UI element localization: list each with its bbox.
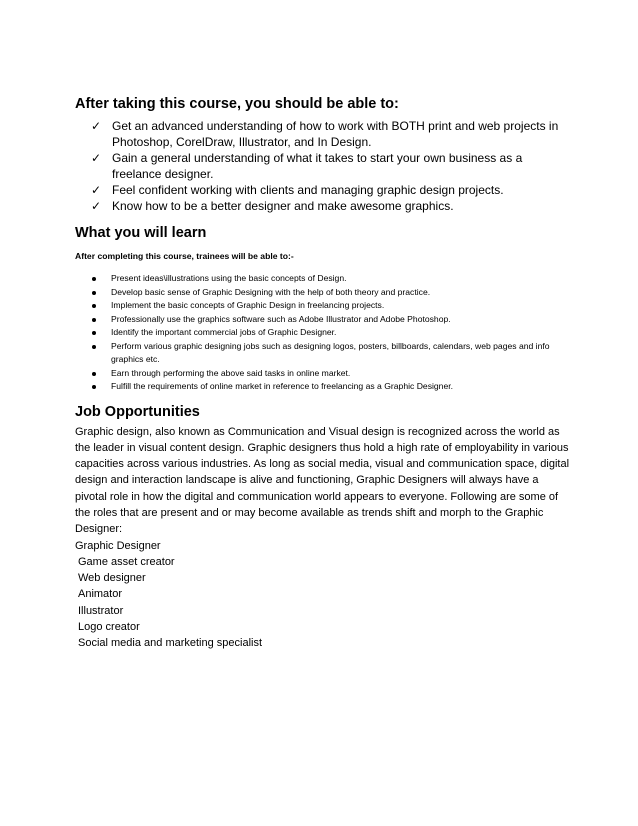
outcome-text: Gain a general understanding of what it takes to start your own business as a freelance designer.	[112, 151, 523, 181]
learn-item	[92, 313, 570, 327]
document-content	[75, 94, 570, 652]
learn-item	[92, 340, 570, 367]
outcome-text: Feel confident working with clients and managing graphic design projects.	[112, 183, 504, 197]
bullet-icon	[92, 277, 96, 281]
role-item: Logo creator	[78, 621, 140, 634]
learn-item-text: Develop basic sense of Graphic Designing with the help of both theory and practice.	[111, 286, 431, 297]
checkmark-icon: ✓	[91, 199, 102, 213]
learn-item-text: Perform various graphic designing jobs such as designing logos, posters, billboards, calendars, web pages and info graphics etc.	[111, 340, 550, 364]
learn-list	[75, 272, 570, 394]
bullet-icon	[92, 318, 96, 322]
designer-label: Designer:	[75, 523, 123, 536]
learn-item	[92, 272, 570, 286]
role-item: Graphic Designer	[75, 539, 161, 552]
outcome-item	[91, 198, 570, 214]
bullet-icon	[92, 345, 96, 349]
checkmark-icon: ✓	[91, 151, 102, 165]
outcome-item	[91, 182, 570, 198]
learn-item-text: Identify the important commercial jobs of Graphic Designer.	[111, 327, 337, 337]
learn-intro: After completing this course, trainees will be able to:-	[75, 251, 294, 261]
learn-item-text: Fulfill the requirements of online market in reference to freelancing as a Graphic Designer.	[111, 381, 454, 391]
checkmark-icon: ✓	[91, 119, 102, 133]
learn-item	[92, 326, 570, 340]
bullet-icon	[92, 291, 96, 295]
outcomes-heading: After taking this course, you should be able to:	[75, 96, 399, 112]
bullet-icon	[92, 331, 96, 335]
role-item: Game asset creator	[78, 555, 175, 568]
outcome-text: Get an advanced understanding of how to work with BOTH print and web projects in Photoshop, CorelDraw, Illustrator, and In Design.	[112, 119, 559, 149]
roles-list	[75, 521, 570, 651]
learn-item	[92, 367, 570, 381]
bullet-icon	[92, 372, 96, 376]
learn-item	[92, 286, 570, 300]
learn-item-text: Professionally use the graphics software such as Adobe Illustrator and Adobe Photoshop.	[111, 313, 451, 324]
learn-item-text: Earn through performing the above said tasks in online market.	[111, 367, 351, 378]
jobs-paragraph: Graphic design, also known as Communication and Visual design is recognized across the world as the leader in visual content design. Graphic designers thus hold a high rate of employability in various capacities across various industries. As long as social media, visual and communication space, digital design and interaction landscape is alive and functioning, Graphic Designers will always have a pivotal role in how the digital and communication world appears to everyone. Following are some of the roles that are present and or may become available as trends shift and morph to the Graphic	[75, 425, 570, 519]
role-item: Social media and marketing specialist	[78, 637, 263, 650]
learn-item	[92, 380, 570, 394]
learn-heading: What you will learn	[75, 225, 207, 241]
jobs-heading: Job Opportunities	[75, 403, 200, 420]
outcome-text: Know how to be a better designer and make awesome graphics.	[112, 199, 454, 213]
role-item: Illustrator	[78, 604, 124, 617]
role-item: Web designer	[78, 572, 146, 585]
outcome-item	[91, 118, 570, 150]
outcome-item	[91, 150, 570, 182]
bullet-icon	[92, 304, 96, 308]
outcomes-list	[75, 118, 570, 214]
role-item: Animator	[78, 588, 123, 601]
learn-item	[92, 299, 570, 313]
checkmark-icon: ✓	[91, 183, 102, 197]
learn-item-text: Implement the basic concepts of Graphic Design in freelancing projects.	[111, 300, 385, 310]
learn-item-text: Present ideas\illustrations using the basic concepts of Design.	[111, 273, 347, 283]
bullet-icon	[92, 385, 96, 389]
